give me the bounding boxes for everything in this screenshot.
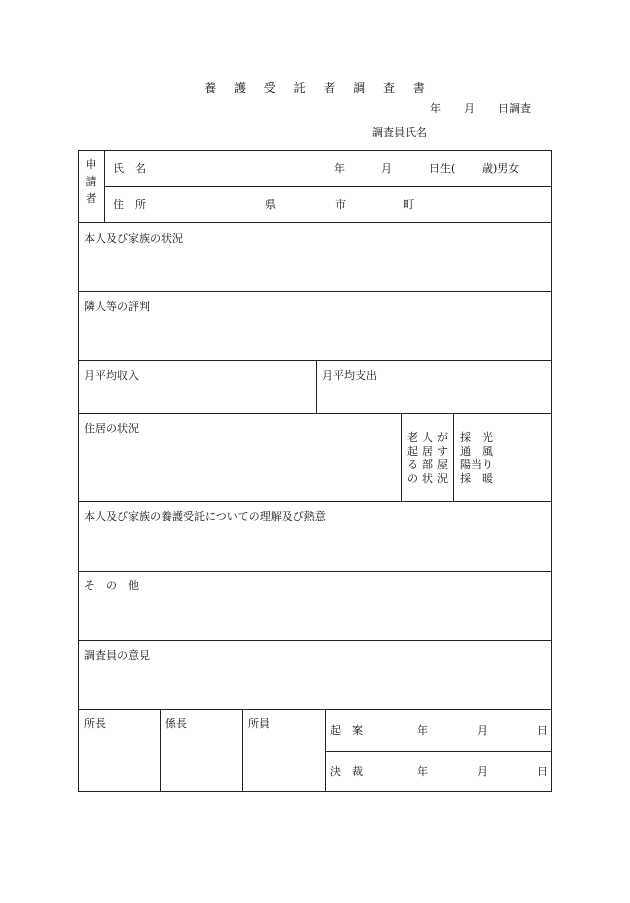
row-divider: [78, 640, 552, 641]
city-label: 市: [335, 198, 346, 211]
survey-day-label: 日調査: [498, 102, 531, 115]
draft-month-label: 月: [477, 724, 488, 737]
director-label: 所長: [84, 717, 106, 730]
decision-label: 決 裁: [330, 765, 363, 778]
surveyor-name-label: 調査員氏名: [372, 126, 427, 139]
room-conditions-divider: [453, 413, 454, 501]
name-label: 氏 名: [113, 162, 146, 175]
draft-label: 起 案: [330, 724, 363, 737]
age-sex-label: 歳)男女: [482, 162, 520, 175]
room-condition-item: 陽当り: [460, 458, 493, 471]
draft-day-label: 日: [537, 724, 548, 737]
elder-room-divider: [401, 413, 402, 501]
neighbor-reputation-label: 隣人等の評判: [84, 300, 150, 313]
housing-status-label: 住居の状況: [84, 422, 139, 435]
birth-year-label: 年: [334, 162, 345, 175]
room-condition-item: 採 暖: [460, 471, 493, 485]
approval-divider: [160, 709, 161, 792]
understanding-label: 本人及び家族の養護受託についての理解及び熱意: [84, 510, 326, 523]
row-divider: [78, 501, 552, 502]
family-status-label: 本人及び家族の状況: [84, 232, 183, 245]
monthly-income-label: 月平均収入: [84, 369, 139, 382]
chief-label: 係長: [165, 717, 187, 730]
decision-month-label: 月: [477, 765, 488, 778]
prefecture-label: 県: [265, 198, 276, 211]
row-divider: [78, 222, 552, 223]
staff-label: 所員: [248, 717, 270, 730]
surveyor-opinion-label: 調査員の意見: [84, 649, 150, 662]
town-label: 町: [403, 198, 414, 211]
room-conditions-list: [460, 431, 493, 485]
elder-room-label: 老人が 起居す る部屋 の状況: [407, 431, 452, 485]
approval-divider: [242, 709, 243, 792]
row-divider: [78, 709, 552, 710]
name-address-divider: [104, 186, 552, 187]
room-condition-item: 通 風: [460, 444, 493, 458]
income-expense-divider: [316, 360, 317, 413]
applicant-label: 申請者: [85, 158, 97, 205]
decision-day-label: 日: [537, 765, 548, 778]
row-divider: [78, 360, 552, 361]
survey-year-label: 年: [430, 102, 441, 115]
decision-year-label: 年: [417, 765, 428, 778]
birth-day-label: 日生(: [429, 162, 456, 175]
draft-decision-divider: [325, 751, 552, 752]
document-title: 養 護 受 託 者 調 査 書: [204, 81, 432, 95]
address-label: 住 所: [113, 198, 146, 211]
other-label: そ の 他: [84, 579, 139, 592]
draft-year-label: 年: [417, 724, 428, 737]
row-divider: [78, 571, 552, 572]
row-divider: [78, 413, 552, 414]
room-condition-item: 採 光: [460, 431, 493, 444]
birth-month-label: 月: [381, 162, 392, 175]
survey-month-label: 月: [464, 102, 475, 115]
monthly-expense-label: 月平均支出: [322, 369, 377, 382]
row-divider: [78, 291, 552, 292]
